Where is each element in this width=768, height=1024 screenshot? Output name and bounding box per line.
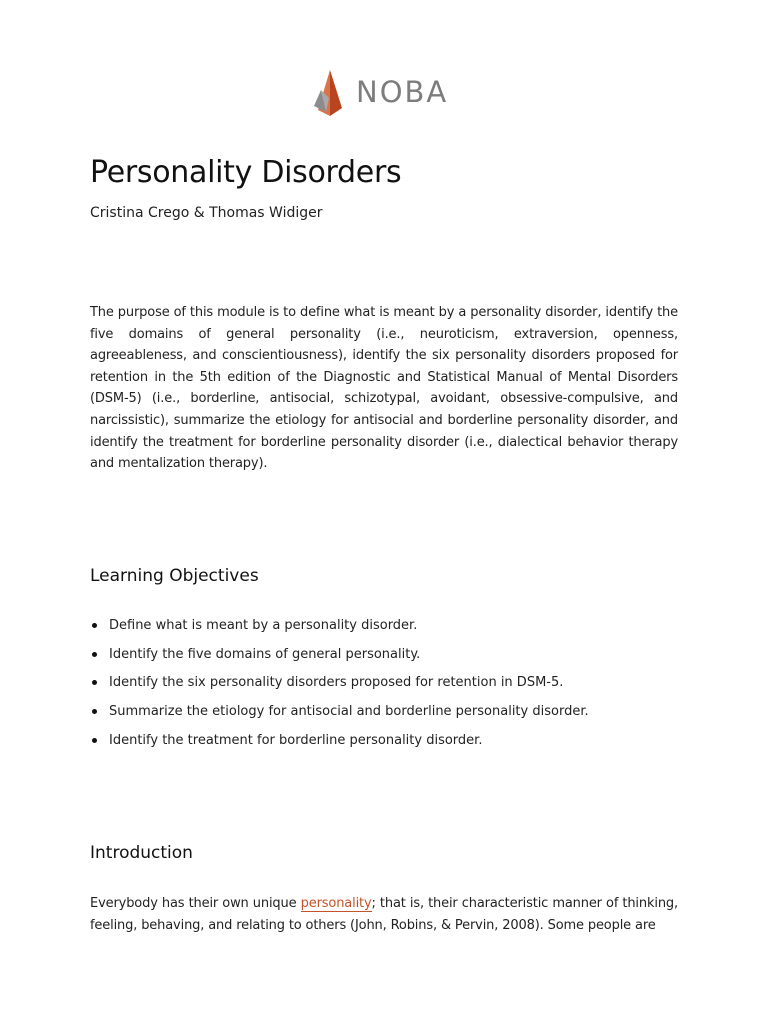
- intro-text-before: Everybody has their own unique: [90, 896, 301, 911]
- objective-text: Identify the treatment for borderline personality disorder.: [109, 732, 483, 748]
- intro-text-after: ; that is, their characteristic manner of thinking, feeling, behaving, and relating to others (John, Robins, & Pervin, 2008). Some people are: [90, 896, 678, 933]
- objective-text: Identify the six personality disorders proposed for retention in DSM-5.: [109, 675, 564, 691]
- bullet-icon: [92, 680, 97, 685]
- introduction-paragraph: [90, 893, 678, 936]
- objective-text: Identify the five domains of general personality.: [109, 646, 421, 662]
- list-item: [90, 731, 678, 751]
- bullet-icon: [92, 738, 97, 743]
- noba-logo: [312, 68, 448, 116]
- introduction-heading: Introduction: [90, 843, 193, 863]
- objective-text: Define what is meant by a personality disorder.: [109, 618, 418, 633]
- list-item: [90, 702, 678, 722]
- bullet-icon: [92, 623, 97, 628]
- learning-objectives-heading: Learning Objectives: [90, 566, 259, 586]
- list-item: [90, 645, 678, 665]
- bullet-icon: [92, 652, 97, 657]
- authors: Cristina Crego & Thomas Widiger: [90, 205, 323, 221]
- list-item: [90, 616, 678, 636]
- personality-term-link[interactable]: personality: [300, 896, 372, 911]
- noba-logo-mark-icon: [312, 68, 348, 116]
- learning-objectives-list: [90, 616, 678, 759]
- abstract-paragraph: The purpose of this module is to define what is meant by a personality disorder, identify the five domains of general personality (i.e., neuroticism, extraversion, openness, agreeableness, and conscientiousness), identify the six personality disorders proposed for retention in the 5th edition of the Diagnostic and Statistical Manual of Mental Disorders (DSM-5) (i.e., borderline, antisocial, schizotypal, avoidant, obsessive-compulsive, and narcissistic), summarize the etiology for antisocial and borderline personality disorder, and identify the treatment for borderline personality disorder (i.e., dialectical behavior therapy and mentalization therapy).: [90, 305, 678, 472]
- noba-logo-text: NOBA: [356, 74, 449, 109]
- bullet-icon: [92, 709, 97, 714]
- objective-text: Summarize the etiology for antisocial and borderline personality disorder.: [109, 704, 589, 720]
- page-title: Personality Disorders: [90, 155, 402, 190]
- list-item: [90, 673, 678, 693]
